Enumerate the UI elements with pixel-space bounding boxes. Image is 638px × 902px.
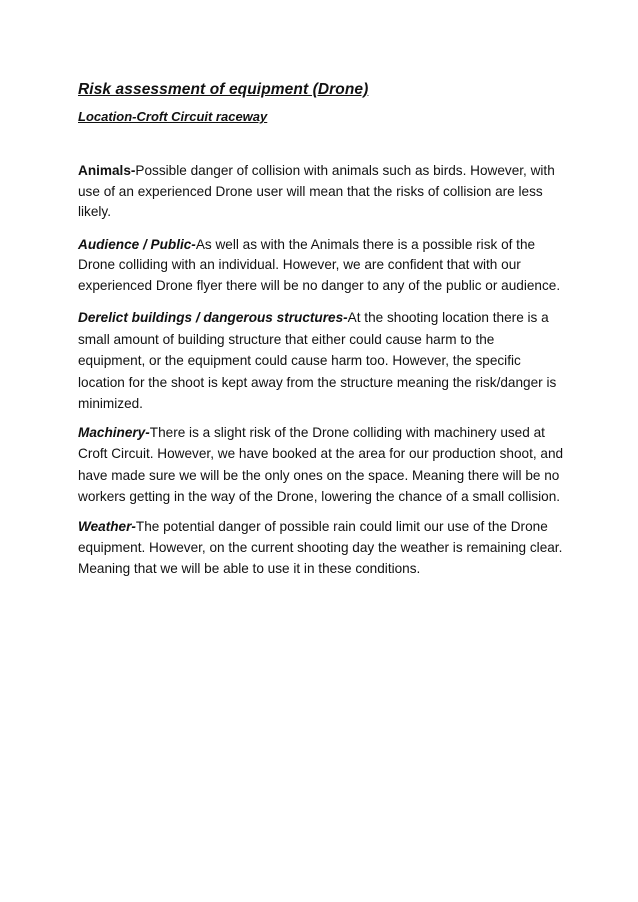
- section-derelict-buildings-text: At the shooting location there is a small amount of building structure that either could cause harm to the equipment, or the equipment could cause harm too. However, the specific location for the shoot is kept away from the structure meaning the risk/danger is minimized.: [78, 310, 557, 411]
- document-body: [78, 80, 564, 579]
- document-location: Location-Croft Circuit raceway: [78, 109, 268, 124]
- document-title: Risk assessment of equipment (Drone): [78, 81, 369, 98]
- section-derelict-buildings-heading: Derelict buildings / dangerous structures-: [78, 310, 348, 325]
- section-weather-text: The potential danger of possible rain could limit our use of the Drone equipment. However, on the current shooting day the weather is remaining clear. Meaning that we will be able to use it in these conditions.: [78, 518, 563, 576]
- section-weather: [78, 516, 564, 579]
- section-derelict-buildings: [78, 307, 564, 415]
- section-audience-public: [78, 235, 564, 297]
- section-weather-heading: Weather-: [78, 518, 136, 534]
- section-machinery: [78, 422, 564, 508]
- section-animals-heading: Animals-: [78, 163, 136, 178]
- section-animals: [78, 161, 564, 223]
- section-machinery-heading: Machinery-: [78, 424, 150, 440]
- risk-sections: [78, 161, 564, 579]
- section-machinery-text: There is a slight risk of the Drone colliding with machinery used at Croft Circuit. However, we have booked at the area for our production shoot, and have made sure we will be the only ones on the space. Meaning there will be no workers getting in the way of the Drone, lowering the chance of a small collision.: [78, 424, 564, 504]
- section-audience-public-text: As well as with the Animals there is a possible risk of the Drone colliding with an individual. However, we are confident that with our experienced Drone flyer there will be no danger to any of the public or audience.: [78, 236, 561, 293]
- section-animals-text: Possible danger of collision with animals such as birds. However, with use of an experienced Drone user will mean that the risks of collision are less likely.: [78, 163, 555, 219]
- section-audience-public-heading: Audience / Public-: [78, 236, 196, 252]
